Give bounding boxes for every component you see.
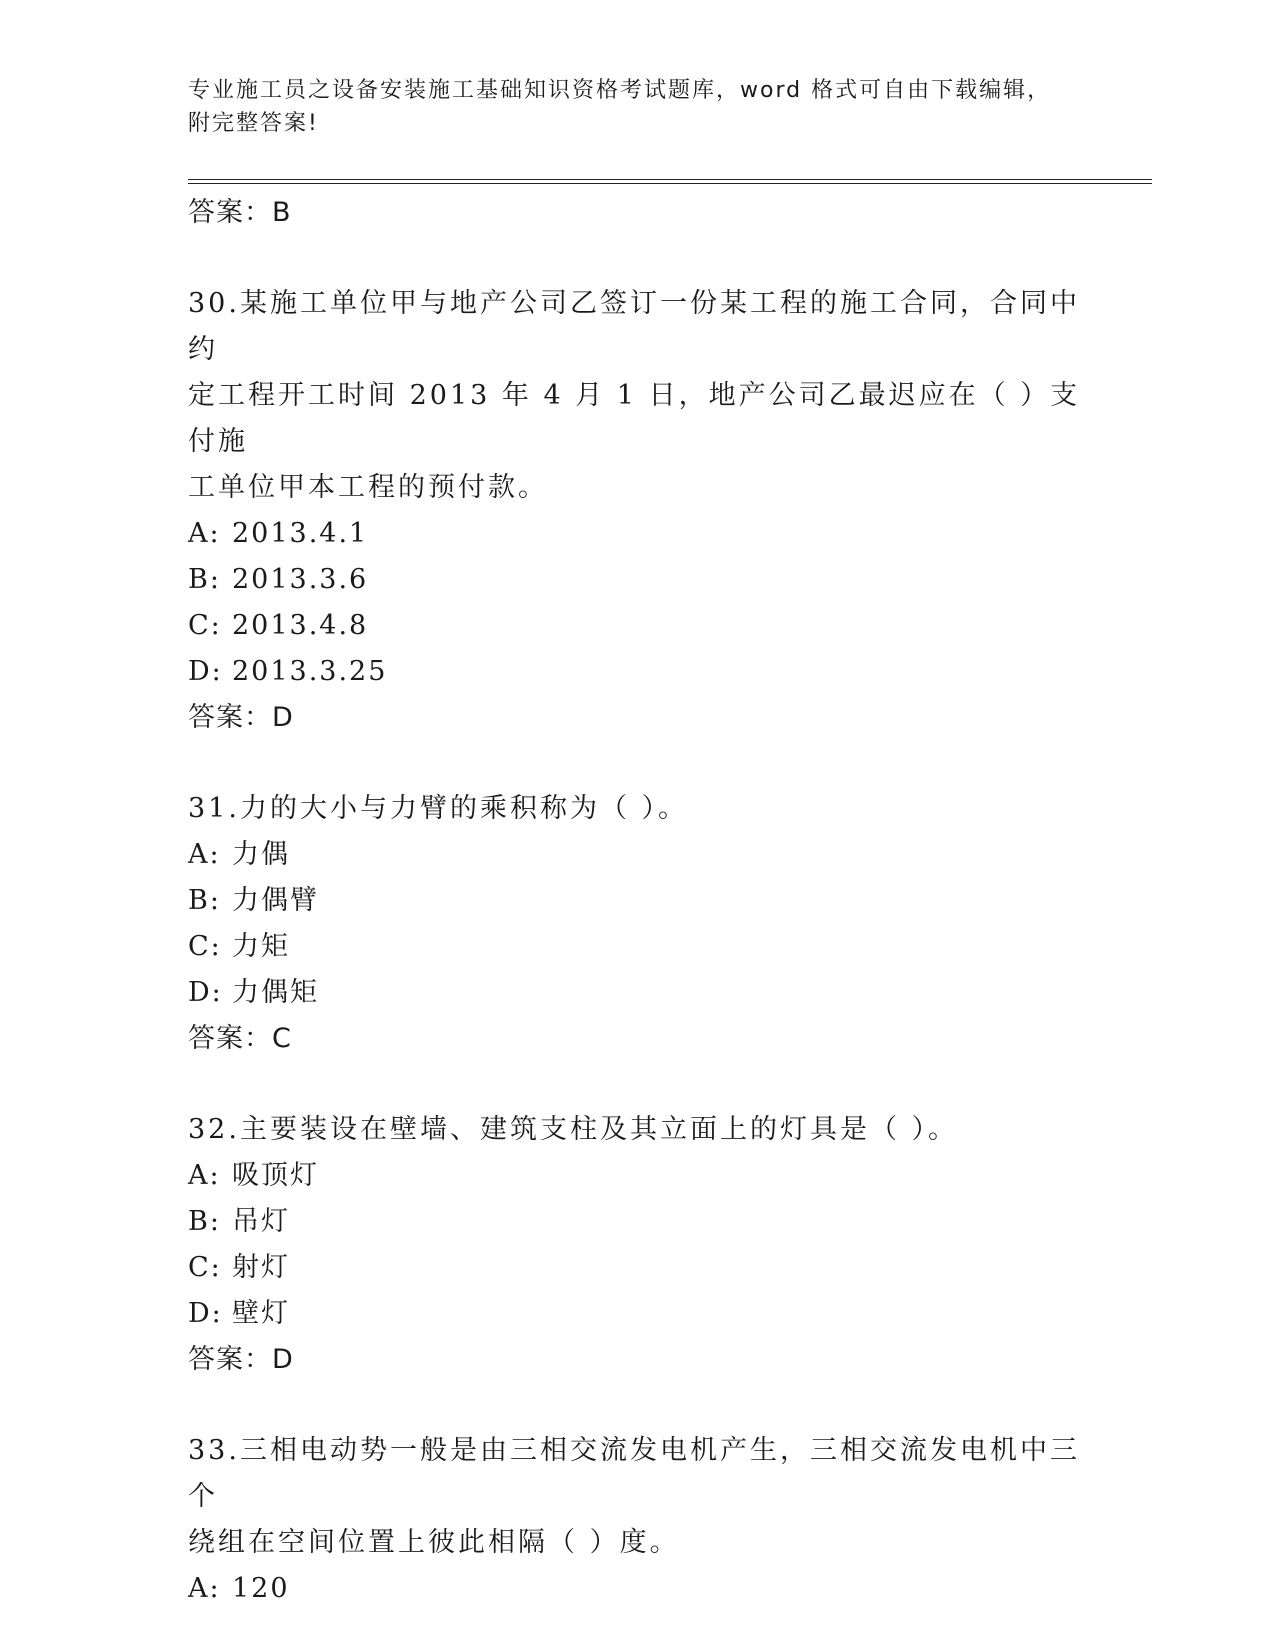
header-divider-bottom — [188, 183, 1152, 184]
option-d — [188, 1291, 1088, 1337]
question-line: 33.三相电动势一般是由三相交流发电机产生，三相交流发电机中三个 — [188, 1435, 1080, 1512]
option-c — [188, 603, 1088, 649]
option-letter: A: — [188, 839, 221, 870]
option-letter: B: — [188, 1206, 221, 1237]
option-text: 力偶 — [232, 839, 290, 870]
question-31 — [188, 786, 1088, 1062]
option-text: 吸顶灯 — [232, 1160, 319, 1191]
question-line: 30.某施工单位甲与地产公司乙签订一份某工程的施工合同，合同中约 — [188, 288, 1080, 365]
option-d — [188, 649, 1088, 695]
question-line: 定工程开工时间 2013 年 4 月 1 日，地产公司乙最迟应在（ ）支付施 — [188, 380, 1081, 457]
option-text: 力偶矩 — [232, 977, 319, 1008]
option-letter: C: — [188, 931, 222, 962]
option-text: 2013.4.1 — [232, 518, 369, 549]
option-c — [188, 1245, 1088, 1291]
question-line: 绕组在空间位置上彼此相隔（ ）度。 — [188, 1527, 680, 1558]
answer-line: 答案：D — [188, 702, 294, 733]
option-a — [188, 511, 1088, 557]
document-header — [188, 74, 1088, 140]
option-a — [188, 832, 1088, 878]
option-letter: C: — [188, 1252, 222, 1283]
option-letter: D: — [188, 656, 223, 687]
option-text: 力偶臂 — [232, 885, 319, 916]
option-text: 2013.3.6 — [232, 564, 369, 595]
option-text: 力矩 — [232, 931, 290, 962]
question-32 — [188, 1107, 1088, 1383]
option-letter: D: — [188, 977, 223, 1008]
option-letter: C: — [188, 610, 222, 641]
option-d — [188, 970, 1088, 1016]
option-text: 2013.4.8 — [232, 610, 369, 641]
option-a — [188, 1566, 1088, 1612]
option-letter: B: — [188, 564, 221, 595]
option-letter: D: — [188, 1298, 223, 1329]
question-line: 工单位甲本工程的预付款。 — [188, 472, 548, 503]
option-letter: A: — [188, 1573, 221, 1604]
option-b — [188, 1199, 1088, 1245]
option-text: 吊灯 — [232, 1206, 290, 1237]
option-letter: A: — [188, 1160, 221, 1191]
answer-line: 答案：D — [188, 1344, 294, 1375]
answer-line: 答案：C — [188, 1023, 292, 1054]
option-c — [188, 924, 1088, 970]
option-letter: B: — [188, 885, 221, 916]
question-line: 32.主要装设在壁墙、建筑支柱及其立面上的灯具是（ ）。 — [188, 1114, 959, 1145]
option-a — [188, 1153, 1088, 1199]
option-text: 壁灯 — [232, 1298, 290, 1329]
question-line: 31.力的大小与力臂的乘积称为（ ）。 — [188, 793, 689, 824]
option-letter: A: — [188, 518, 221, 549]
option-text: 2013.3.25 — [232, 656, 388, 687]
question-33 — [188, 1428, 1088, 1612]
header-divider-top — [188, 179, 1152, 180]
question-30 — [188, 281, 1088, 741]
header-line-2: 附完整答案! — [188, 111, 319, 136]
header-line-1: 专业施工员之设备安装施工基础知识资格考试题库，word 格式可自由下载编辑， — [188, 78, 1052, 103]
option-b — [188, 557, 1088, 603]
option-b — [188, 878, 1088, 924]
option-text: 120 — [232, 1573, 290, 1604]
answer-line: 答案：B — [188, 197, 292, 228]
question-list — [188, 190, 1088, 1612]
option-text: 射灯 — [232, 1252, 290, 1283]
